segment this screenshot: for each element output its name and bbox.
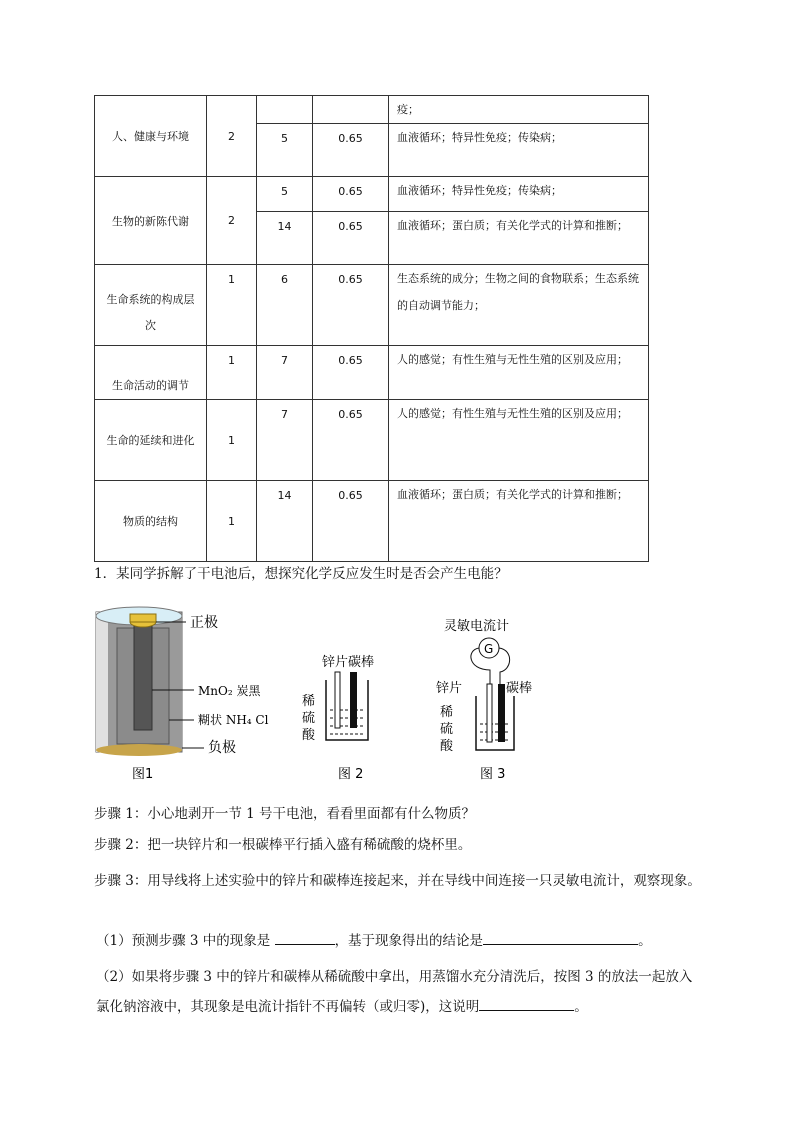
- table-cell-count: 2: [207, 96, 257, 177]
- answer-blank-2[interactable]: [483, 930, 638, 945]
- fig1-caption: 图1: [132, 767, 154, 782]
- table-cell-score: 0.65: [313, 212, 389, 265]
- table-cell-topic: 物质的结构: [95, 481, 207, 562]
- label-galvanometer: 灵敏电流计: [444, 619, 510, 634]
- label-carbon: 碳棒: [506, 681, 533, 696]
- table-cell-topic: 生物的新陈代谢: [95, 177, 207, 265]
- svg-text:稀: 稀: [302, 694, 316, 709]
- table-cell-q: 7: [257, 400, 313, 481]
- table-cell-points: 血液循环；特异性免疫；传染病；: [389, 177, 649, 212]
- svg-text:硫: 硫: [440, 722, 454, 737]
- step-2: 步骤 2：把一块锌片和一根碳棒平行插入盛有稀硫酸的烧杯里。: [94, 837, 472, 853]
- table-cell-topic: 人、健康与环境: [95, 96, 207, 177]
- table-cell-q: 14: [257, 212, 313, 265]
- table-cell-topic: 生命活动的调节: [95, 346, 207, 400]
- table-cell: [257, 96, 313, 124]
- svg-text:G: G: [484, 642, 494, 656]
- sub-question-1: （1）预测步骤 3 中的现象是 ，基于现象得出的结论是 。: [96, 930, 652, 950]
- table-cell-points: 生态系统的成分；生物之间的食物联系；生态系统的自动调节能力；: [389, 265, 649, 346]
- beaker-illustration: [302, 654, 374, 782]
- fig3-caption: 图 3: [480, 767, 506, 782]
- label-mno2: MnO₂ 炭黑: [198, 684, 261, 698]
- table-cell-score: 0.65: [313, 400, 389, 481]
- table-cell-points: 血液循环；蛋白质；有关化学式的计算和推断；: [389, 481, 649, 562]
- step-3: 步骤 3：用导线将上述实验中的锌片和碳棒连接起来，并在导线中间连接一只灵敏电流计，观察现象。: [94, 873, 701, 889]
- table-cell-score: 0.65: [313, 124, 389, 177]
- svg-text:酸: 酸: [440, 739, 454, 754]
- label-paste: 糊状 NH₄ Cl: [198, 713, 269, 727]
- table-cell-q: 14: [257, 481, 313, 562]
- fig2-caption: 图 2: [338, 767, 364, 782]
- experiment-figures: [94, 600, 564, 785]
- table-cell-count: 1: [207, 265, 257, 346]
- table-cell-count: 2: [207, 177, 257, 265]
- table-cell-points: 血液循环；特异性免疫；传染病；: [389, 124, 649, 177]
- label-zinc-carbon: 锌片碳棒: [322, 655, 375, 670]
- table-cell-count: 1: [207, 400, 257, 481]
- table-cell-score: 0.65: [313, 481, 389, 562]
- knowledge-table: [94, 95, 649, 562]
- svg-text:稀: 稀: [440, 705, 454, 720]
- step-1: 步骤 1：小心地剥开一节 1 号干电池，看看里面都有什么物质？: [94, 806, 476, 822]
- label-negative: 负极: [208, 740, 236, 756]
- table-cell-q: 5: [257, 177, 313, 212]
- label-positive: 正极: [190, 615, 218, 631]
- svg-text:硫: 硫: [302, 711, 316, 726]
- question-title: 1．某同学拆解了干电池后，想探究化学反应发生时是否会产生电能？: [94, 566, 508, 582]
- table-cell: [313, 96, 389, 124]
- answer-blank-1[interactable]: [275, 930, 335, 945]
- table-cell-q: 7: [257, 346, 313, 400]
- table-cell-topic: 生命的延续和进化: [95, 400, 207, 481]
- table-cell-q: 5: [257, 124, 313, 177]
- table-cell-score: 0.65: [313, 177, 389, 212]
- table-cell-points: 疫；: [389, 96, 649, 124]
- svg-text:酸: 酸: [302, 728, 316, 743]
- answer-blank-3[interactable]: [479, 996, 574, 1011]
- sub-question-2: （2）如果将步骤 3 中的锌片和碳棒从稀硫酸中拿出，用蒸馏水充分清洗后，按图 3 的放法一起放入氯化钠溶液中，其现象是电流计指针不再偏转（或归零)，这说明 。: [96, 969, 693, 1015]
- label-zinc: 锌片: [436, 681, 463, 696]
- table-cell-score: 0.65: [313, 346, 389, 400]
- table-cell-count: 1: [207, 481, 257, 562]
- table-cell-points: 人的感觉；有性生殖与无性生殖的区别及应用；: [389, 400, 649, 481]
- table-cell-score: 0.65: [313, 265, 389, 346]
- galvanometer-illustration: [436, 618, 532, 782]
- table-cell-points: 人的感觉；有性生殖与无性生殖的区别及应用；: [389, 346, 649, 400]
- table-cell-points: 血液循环；蛋白质；有关化学式的计算和推断；: [389, 212, 649, 265]
- dry-cell-illustration: [96, 607, 269, 782]
- table-cell-topic: 生命系统的构成层次: [95, 265, 207, 346]
- table-cell-count: 1: [207, 346, 257, 400]
- table-cell-q: 6: [257, 265, 313, 346]
